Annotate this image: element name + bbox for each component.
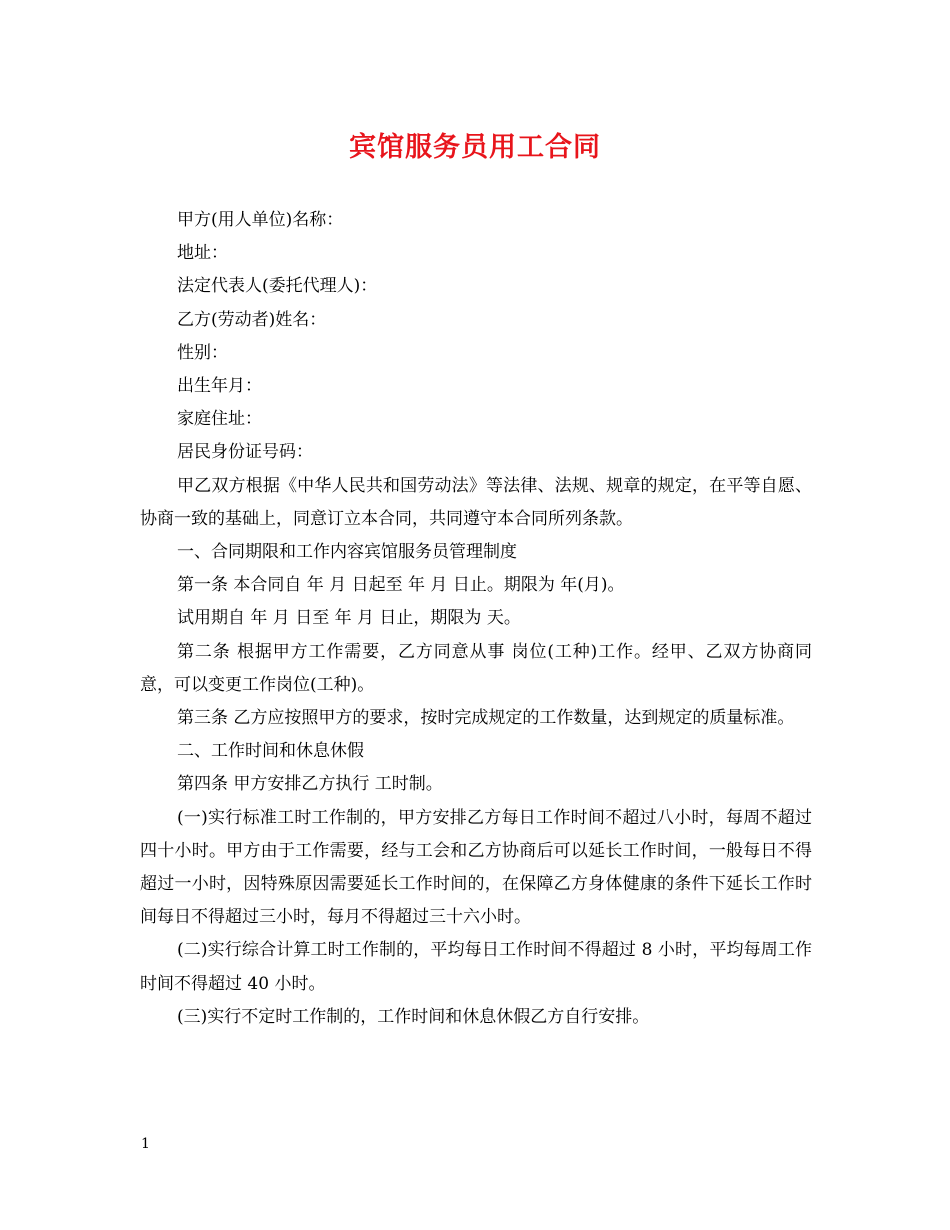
clause-paragraph: (二)实行综合计算工时工作制的，平均每日工作时间不得超过 8 小时，平均每周工作时间不得超过 40 小时。 xyxy=(140,940,812,994)
section-heading: 二、工作时间和休息休假 xyxy=(177,741,364,762)
article-paragraph: 第二条 根据甲方工作需要，乙方同意从事 岗位(工种)工作。经甲、乙双方协商同意，可以变更工作岗位(工种)。 xyxy=(140,641,812,695)
gender-field: 性别： xyxy=(177,342,228,363)
document-title: 宾馆服务员用工合同 xyxy=(349,132,601,163)
page-number: 1 xyxy=(141,1136,150,1152)
article-paragraph: 第一条 本合同自 年 月 日起至 年 月 日止。期限为 年(月)。 xyxy=(177,575,625,596)
article-paragraph: 第四条 甲方安排乙方执行 工时制。 xyxy=(177,774,443,795)
party-a-address-field: 地址： xyxy=(177,243,228,264)
clause-paragraph: (三)实行不定时工作制的，工作时间和休息休假乙方自行安排。 xyxy=(177,1006,650,1027)
birth-date-field: 出生年月： xyxy=(177,376,262,397)
preamble-paragraph: 甲乙双方根据《中华人民共和国劳动法》等法律、法规、规章的规定，在平等自愿、协商一致的基础上，同意订立本合同，共同遵守本合同所列条款。 xyxy=(140,475,812,529)
article-paragraph: 第三条 乙方应按照甲方的要求，按时完成规定的工作数量，达到规定的质量标准。 xyxy=(177,708,795,729)
party-a-name-field: 甲方(用人单位)名称： xyxy=(177,210,344,230)
document-body xyxy=(140,204,812,1034)
clause-paragraph: (一)实行标准工时工作制的，甲方安排乙方每日工作时间不超过八小时，每周不超过四十小时。甲方由于工作需要，经与工会和乙方协商后可以延长工作时间，一般每日不得超过一小时，因特殊原因需要延长工作时间的，在保障乙方身体健康的条件下延长工作时间每日不得超过三小时，每月不得超过三十六小时。 xyxy=(140,807,812,928)
id-number-field: 居民身份证号码： xyxy=(177,442,313,463)
home-address-field: 家庭住址： xyxy=(177,409,262,430)
legal-representative-field: 法定代表人(委托代理人)： xyxy=(177,276,378,297)
article-paragraph: 试用期自 年 月 日至 年 月 日止，期限为 天。 xyxy=(177,608,521,629)
section-heading: 一、合同期限和工作内容宾馆服务员管理制度 xyxy=(177,542,517,563)
party-b-name-field: 乙方(劳动者)姓名： xyxy=(177,309,327,330)
